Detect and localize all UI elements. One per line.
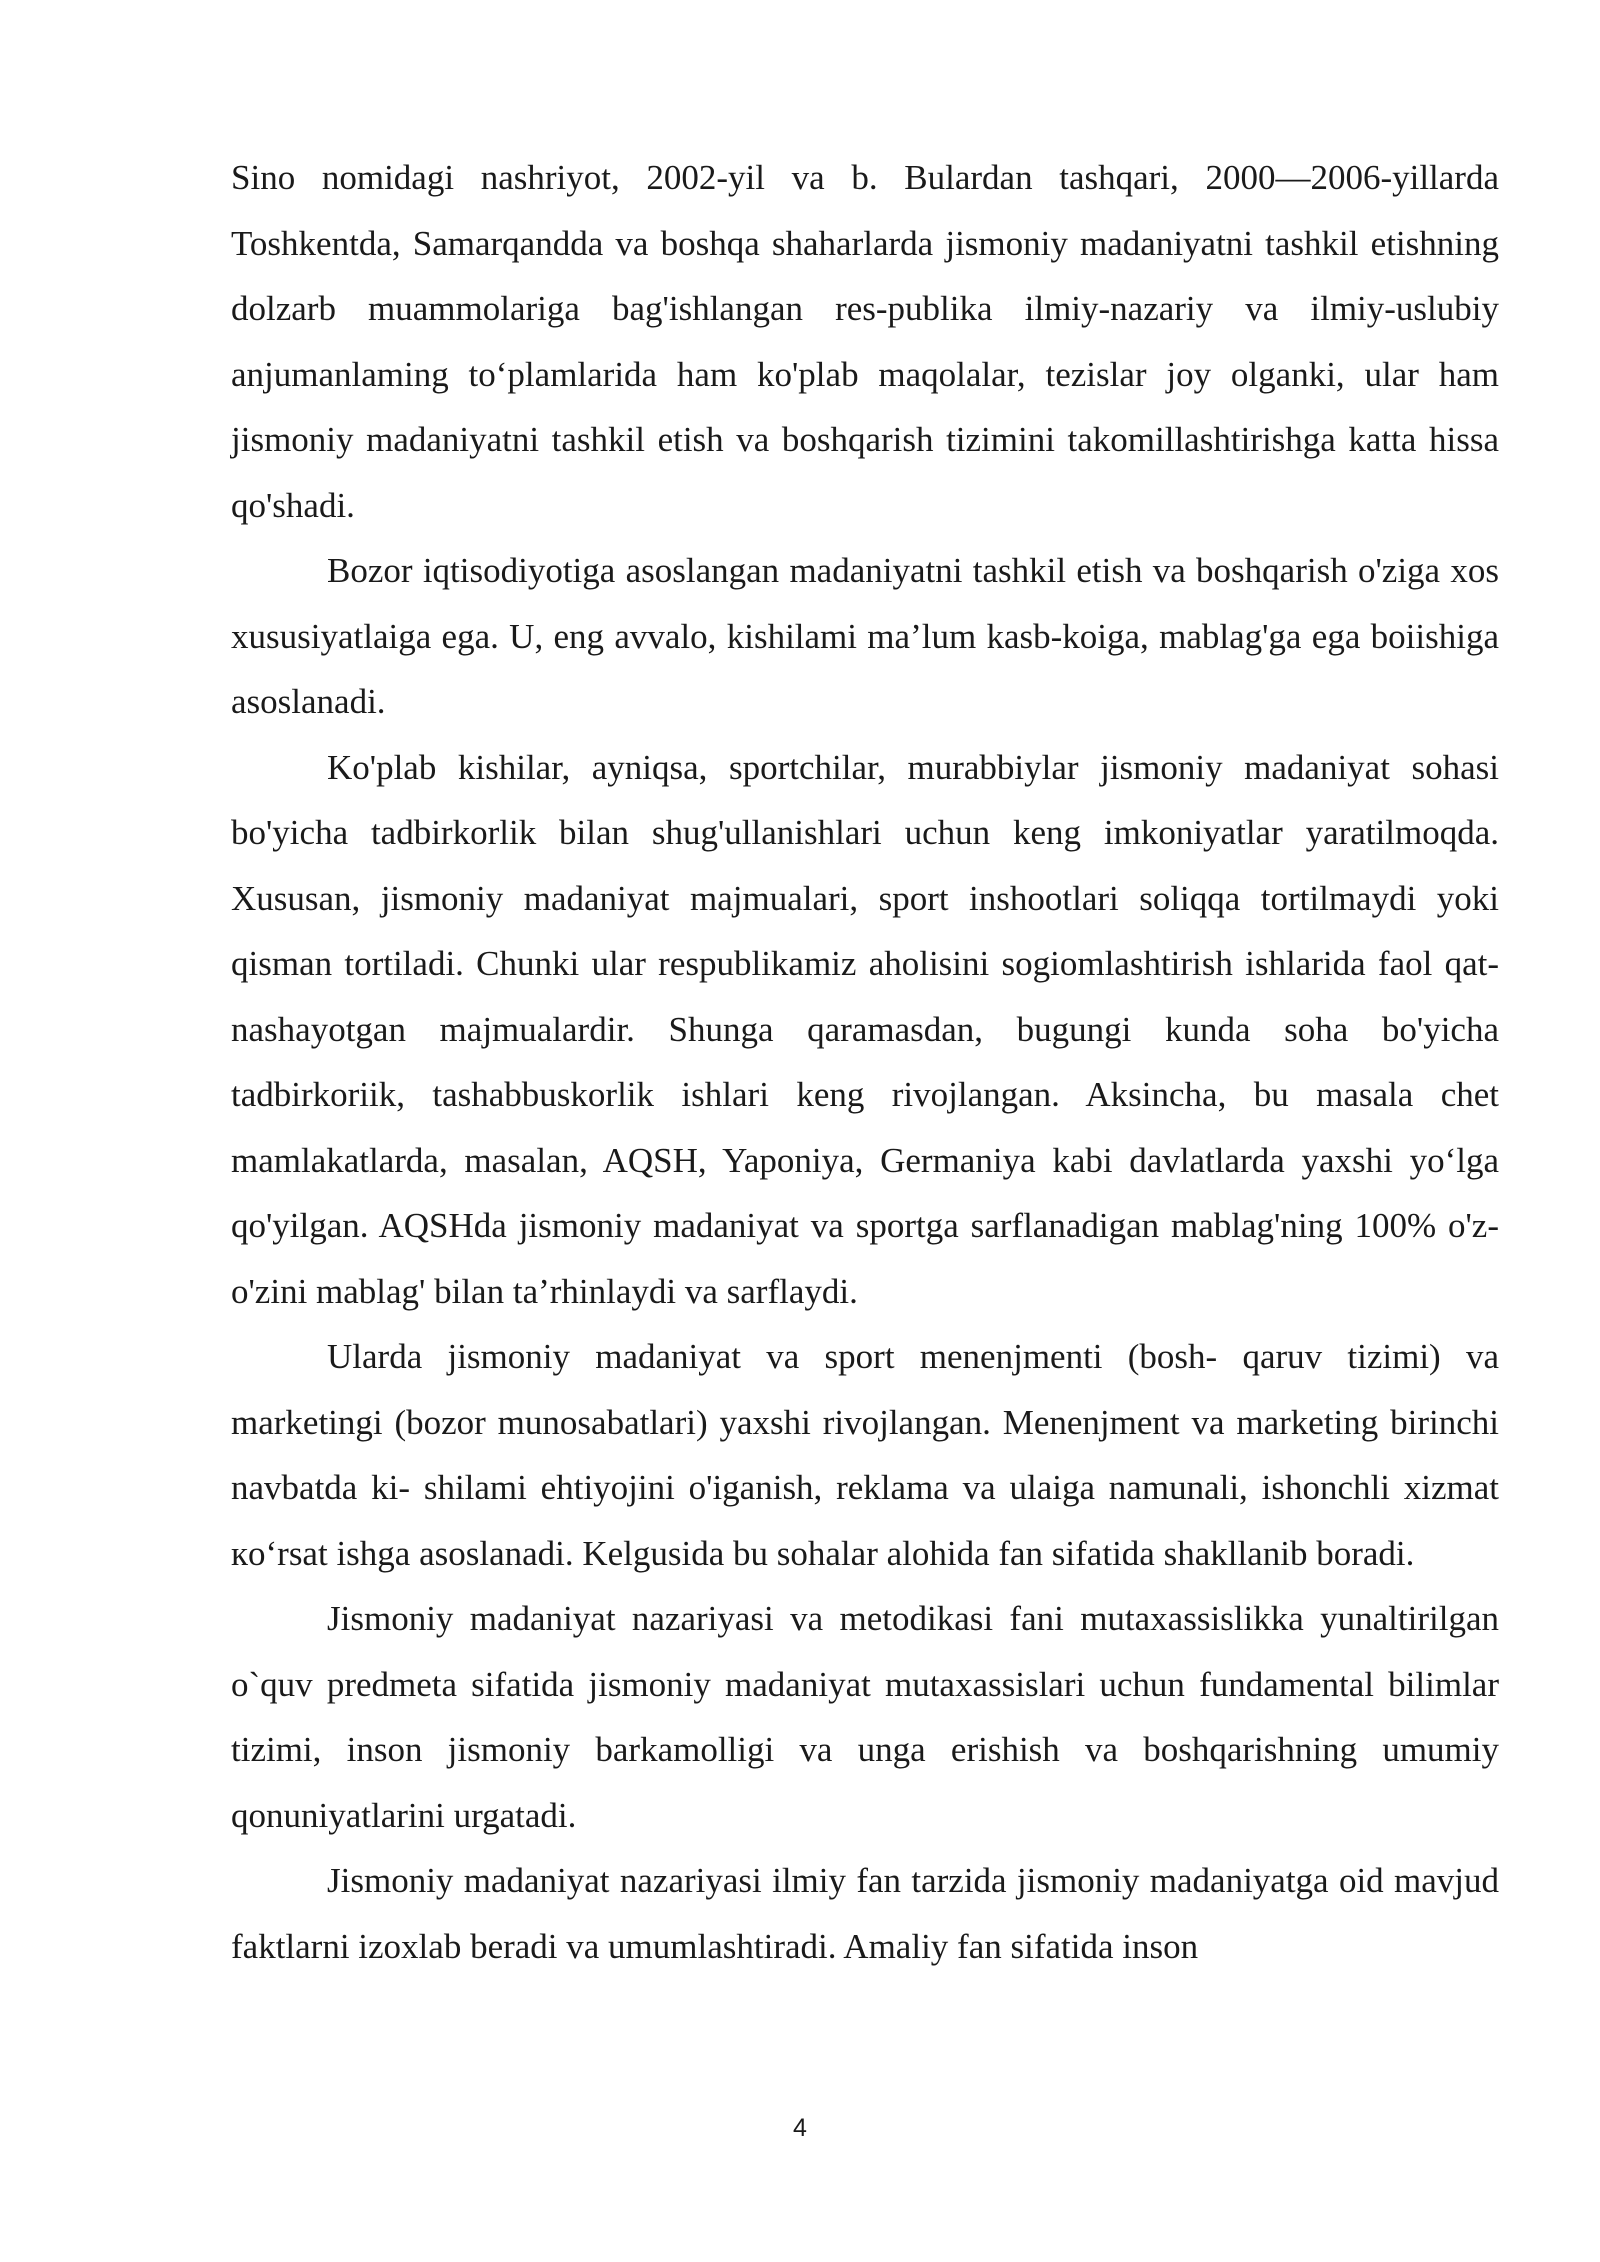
- document-body: [231, 145, 1499, 1979]
- paragraph-4: Ularda jismoniy madaniyat va sport menenjmenti (bosh- qaruv tizimi) va marketingi (bozor munosabatlari) yaxshi rivojlangan. Menenjment va marketing birinchi navbatda ki- shilami ehtiyojini o'iganish, reklama va ulaiga namunali, ishonchli xizmat кo‘rsat ishga asoslanadi. Kelgusida bu sohalar alohida fan sifatida shakllanib boradi.: [231, 1337, 1499, 1573]
- page-number: 4: [793, 2114, 807, 2142]
- paragraph-1: Sino nomidagi nashriyot, 2002-yil va b. Bulardan tashqari, 2000—2006-yillarda Toshkentda, Samarqandda va boshqa shaharlarda jismoniy madaniyatni tashkil etishning dolzarb muammolariga bag'ishlangan res-publika ilmiy-nazariy va ilmiy-uslubiy anjumanlaming to‘plamlarida ham ko'plab maqolalar, tezislar joy olganki, ular ham jismoniy madaniyatni tashkil etish va boshqarish tizimini takomillashtirishga katta hissa qo'shadi.: [231, 158, 1499, 525]
- paragraph-3: Ko'plab kishilar, ayniqsa, sportchilar, murabbiylar jismoniy madaniyat sohasi bo'yicha tadbirkorlik bilan shug'ullanishlari uchun keng imkoniyatlar yaratilmoqda. Xususan, jismoniy madaniyat majmualari, sport inshootlari soliqqa tortilmaydi yoki qisman tortiladi. Chunki ular respublikamiz aholisini sogiomlashtirish ishlarida faol qat- nashayotgan majmualardir. Shunga qaramasdan, bugungi kunda soha bo'yicha tadbirkoriik, tashabbuskorlik ishlari keng rivojlangan. Aksincha, bu masala chet mamlakatlarda, masalan, AQSH, Yaponiya, Germaniya kabi davlatlarda yaxshi yo‘lga qo'yilgan. AQSHda jismoniy madaniyat va sportga sarflanadigan mablag'ning 100% o'z-o'zini mablag' bilan ta’rhinlaydi va sarflaydi.: [231, 747, 1499, 1311]
- paragraph-5: Jismoniy madaniyat nazariyasi va metodikasi fani mutaxassislikka yunaltirilgan o`quv predmeta sifatida jismoniy madaniyat mutaxassislari uchun fundamental bilimlar tizimi, inson jismoniy barkamolligi va unga erishish va boshqarishning umumiy qonuniyatlarini urgatadi.: [231, 1599, 1499, 1835]
- paragraph-6: Jismoniy madaniyat nazariyasi ilmiy fan tarzida jismoniy madaniyatga oid mavjud faktlarni izoxlab beradi va umumlashtiradi. Amaliy fan sifatida inson: [231, 1861, 1499, 1966]
- paragraph-2: Bozor iqtisodiyotiga asoslangan madaniyatni tashkil etish va boshqarish o'ziga xos xususiyatlaiga ega. U, eng avvalo, kishilami ma’lum kasb-koiga, mablag'ga ega boiishiga asoslanadi.: [231, 551, 1499, 721]
